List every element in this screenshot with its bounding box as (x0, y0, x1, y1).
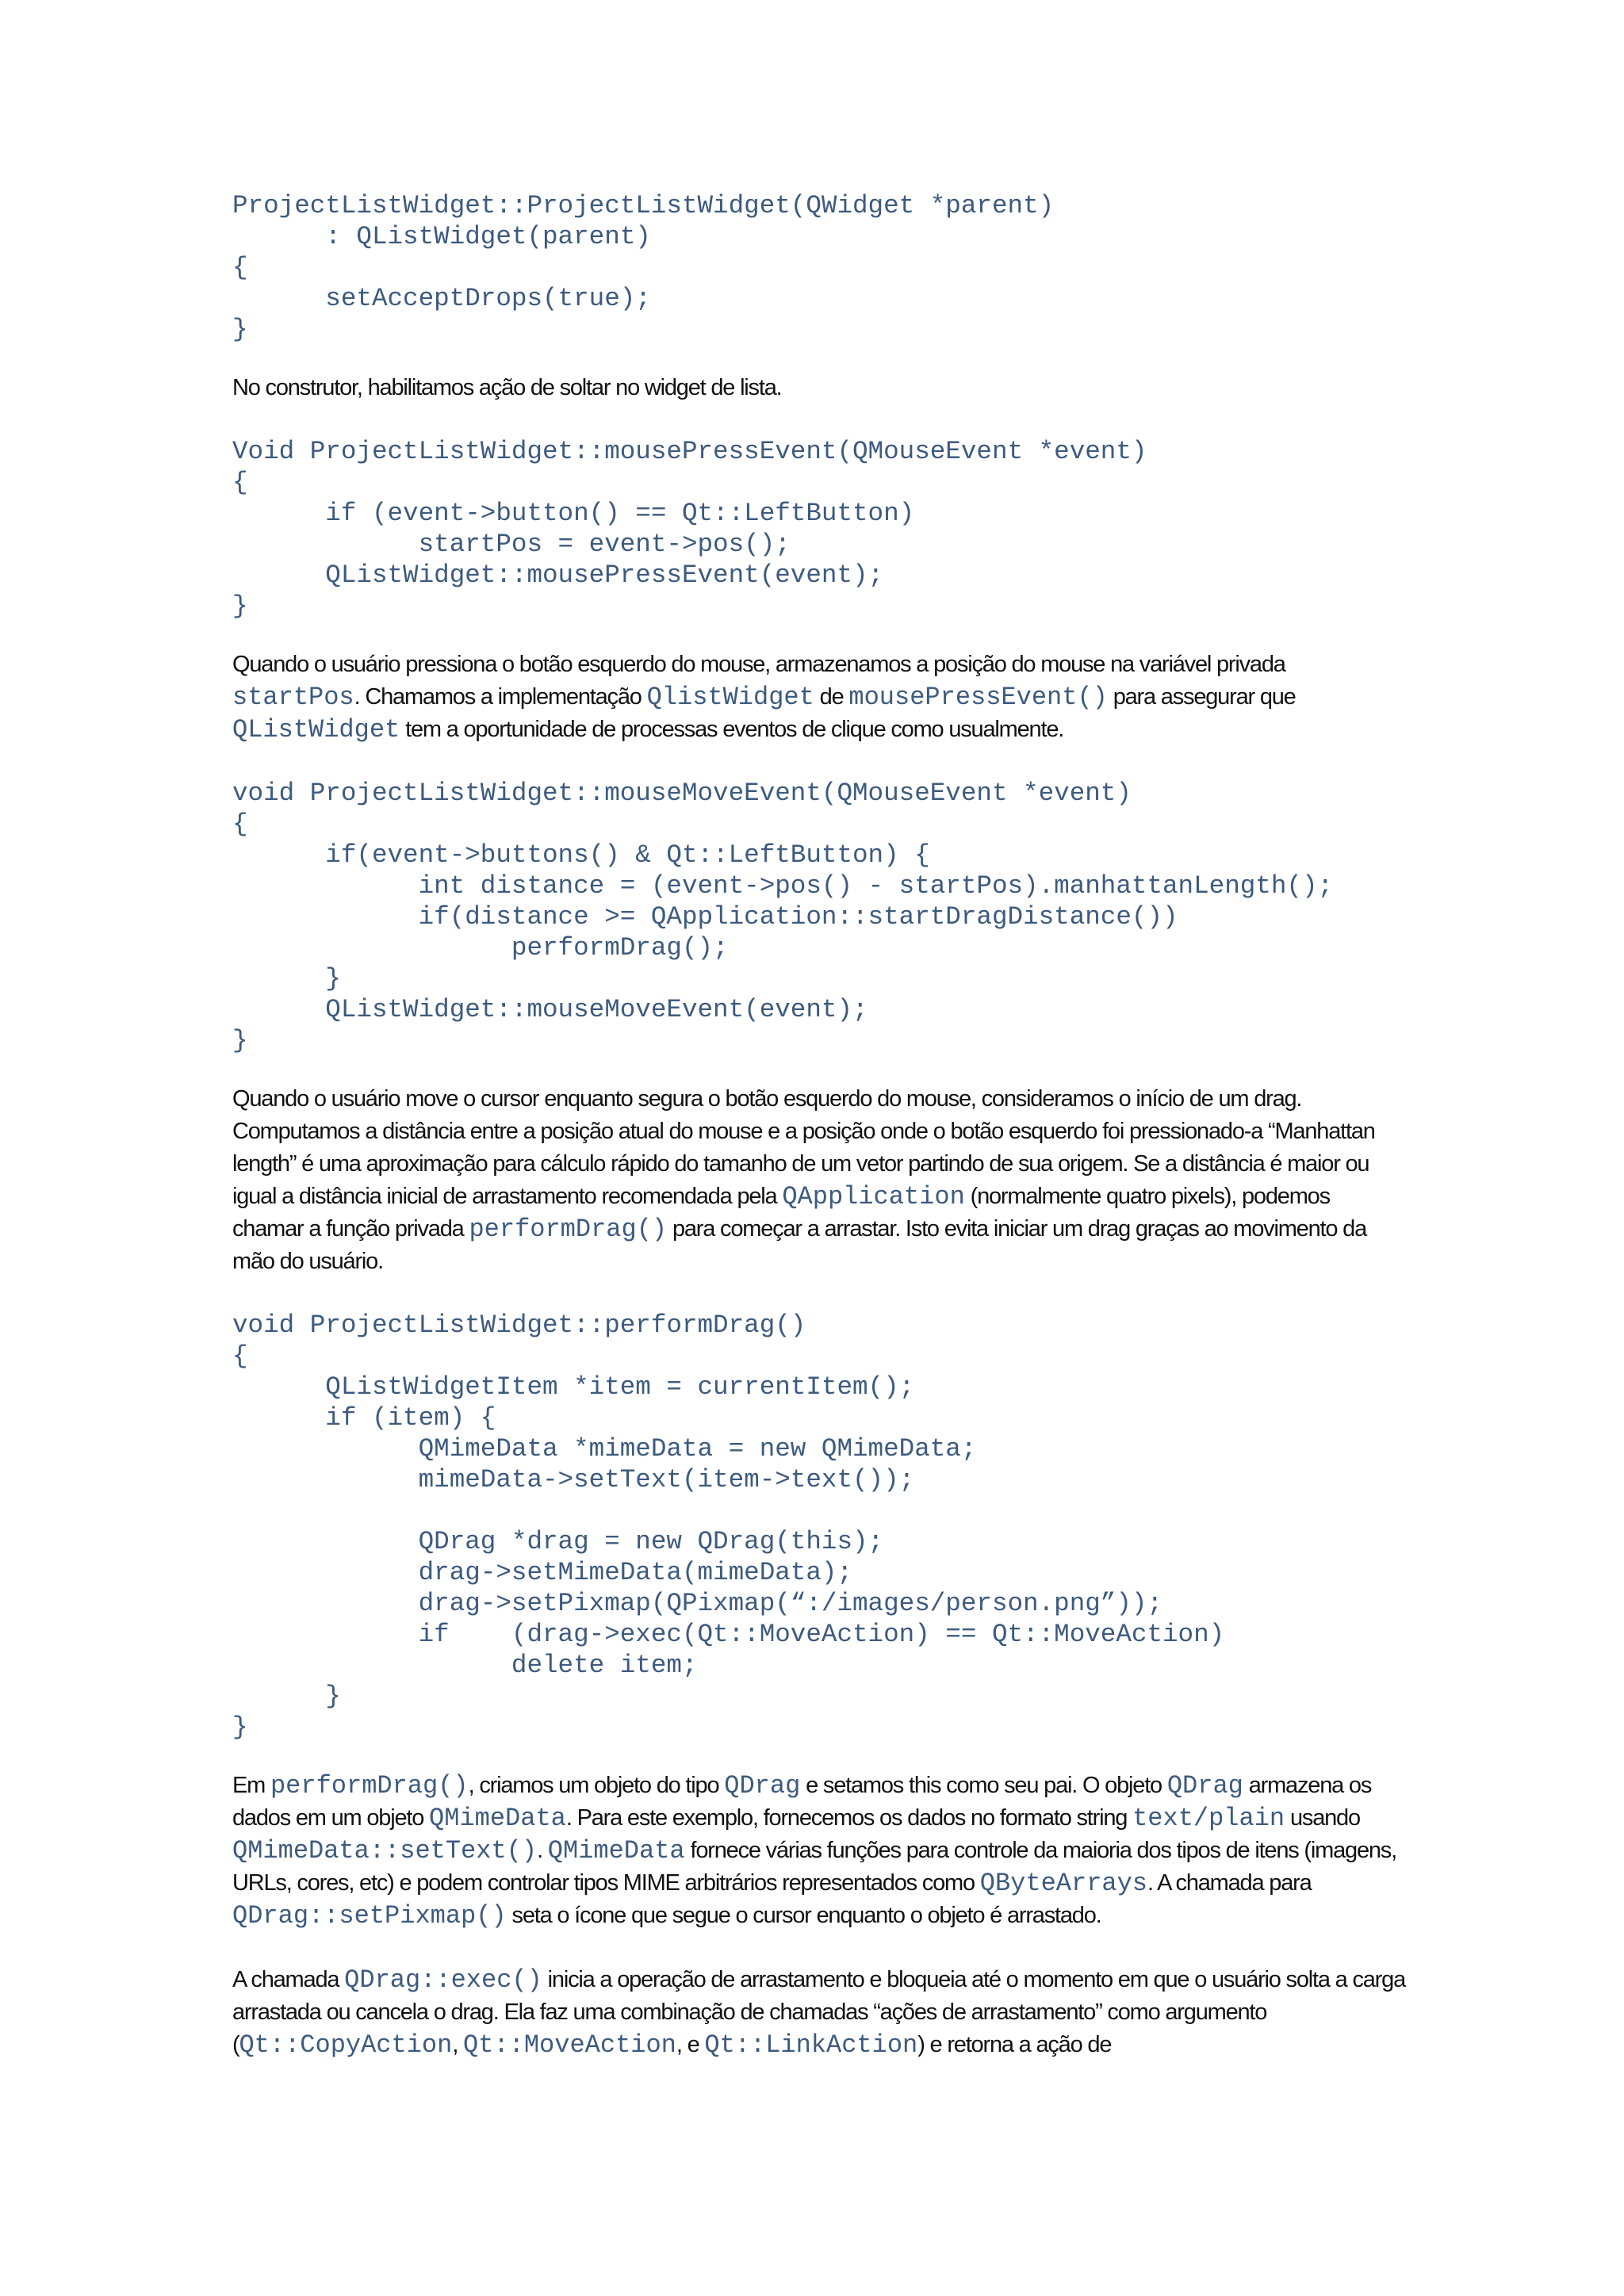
paragraph-text: e setamos this como seu pai. O objeto (800, 1773, 1167, 1798)
code-line: QListWidget::mouseMoveEvent(event); (232, 995, 868, 1024)
code-line: { (232, 468, 248, 497)
paragraph-text: ) e retorna a ação de (917, 2032, 1112, 2057)
code-line: } (232, 591, 248, 621)
code-line: if (drag->exec(Qt::MoveAction) == Qt::MoveAction) (232, 1620, 1225, 1649)
paragraph-text: , criamos um objeto do tipo (468, 1773, 725, 1798)
code-line: int distance = (event->pos() - startPos).manhattanLength(); (232, 871, 1334, 901)
code-line: { (232, 1341, 248, 1371)
code-line: QDrag *drag = new QDrag(this); (232, 1527, 884, 1556)
paragraph-text: inicia a operação de arrastamento e bloqueia até o momento em que o usuário solta a carga arrastada ou cancela o drag. Ela faz uma combinação de chamadas “ações de arrastamento” como argumento ( (232, 1967, 1405, 2057)
inline-code: QMimeData (429, 1804, 566, 1833)
paragraph-text: . (537, 1838, 548, 1863)
paragraph-text: fornece várias funções para controle da maioria dos tipos de itens (imagens, URLs, cores, etc) e podem controlar tipos MIME arbitrários representados como (232, 1838, 1396, 1896)
inline-code: startPos (232, 683, 354, 712)
inline-code: QlistWidget (646, 683, 814, 712)
paragraph-text: . A chamada para (1147, 1870, 1312, 1896)
code-line: } (232, 964, 341, 993)
paragraph-text: , (452, 2032, 464, 2057)
code-line: mimeData->setText(item->text()); (232, 1465, 915, 1494)
paragraph-text: A chamada (232, 1967, 345, 1992)
code-line: Void ProjectListWidget::mousePressEvent(QMouseEvent *event) (232, 437, 1147, 466)
code-line: if(event->buttons() & Qt::LeftButton) { (232, 840, 930, 870)
document-page (232, 190, 1406, 2061)
code-line: delete item; (232, 1651, 698, 1680)
paragraph-text: , e (676, 2032, 705, 2057)
paragraph-text: de (814, 684, 849, 710)
code-line: QListWidgetItem *item = currentItem(); (232, 1372, 915, 1402)
code-line: startPos = event->pos(); (232, 530, 791, 559)
code-line: } (232, 1026, 248, 1055)
code-line: } (232, 1712, 248, 1742)
inline-code: QMimeData::setText() (232, 1836, 538, 1866)
paragraph-drag-exec (232, 1964, 1406, 2061)
inline-code: performDrag() (270, 1771, 469, 1800)
inline-code: QApplication (782, 1182, 965, 1211)
inline-code: Qt::LinkAction (704, 2030, 918, 2060)
paragraph-text: para assegurar que (1107, 684, 1296, 710)
inline-code: text/plain (1132, 1804, 1285, 1833)
inline-code: mousePressEvent() (848, 683, 1108, 712)
paragraph-text: tem a oportunidade de processas eventos de clique como usualmente. (400, 717, 1064, 742)
inline-code: performDrag() (469, 1215, 668, 1244)
paragraph-text: (normalmente quatro pixels), podemos chamar a função privada (232, 1184, 1330, 1242)
code-line: if(distance >= QApplication::startDragDistance()) (232, 902, 1178, 932)
inline-code: Qt::CopyAction (239, 2030, 453, 2060)
code-line: { (232, 809, 248, 839)
paragraph-mouse-press (232, 649, 1406, 746)
code-block-mouse-press-event (232, 436, 1406, 622)
code-block-constructor (232, 190, 1406, 345)
inline-code: Qt::MoveAction (463, 2030, 676, 2060)
code-line: : QListWidget(parent) (232, 222, 651, 251)
code-line: if (event->button() == Qt::LeftButton) (232, 499, 915, 528)
code-line: } (232, 1682, 341, 1711)
paragraph-text: Quando o usuário pressiona o botão esquerdo do mouse, armazenamos a posição do mouse na variável privada (232, 652, 1285, 677)
code-block-mouse-move-event (232, 778, 1406, 1056)
paragraph-perform-drag (232, 1770, 1406, 1932)
code-line: } (232, 315, 248, 344)
code-line: drag->setPixmap(QPixmap(“:/images/person.png”)); (232, 1589, 1163, 1618)
code-line: setAcceptDrops(true); (232, 284, 651, 313)
code-line: if (item) { (232, 1403, 496, 1433)
inline-code: QDrag::exec() (344, 1965, 542, 1995)
inline-code: QListWidget (232, 715, 400, 744)
code-line: performDrag(); (232, 933, 729, 962)
code-line: QMimeData *mimeData = new QMimeData; (232, 1434, 977, 1464)
inline-code: QByteArrays (979, 1869, 1147, 1898)
paragraph-text: Quando o usuário move o cursor enquanto segura o botão esquerdo do mouse, consideramos o início de um drag. Computamos a distância entre a posição atual do mouse e a posição onde o botão esquerdo foi pressionado-a “Manhattan length” é uma aproximação para cálculo rápido do tamanho de um vetor partindo de sua origem. Se a distância é maior ou igual a distância inicial de arrastamento recomendada pela (232, 1086, 1375, 1209)
inline-code: QDrag::setPixmap() (232, 1901, 507, 1931)
paragraph-text: . Chamamos a implementação (354, 684, 647, 710)
paragraph-text: No construtor, habilitamos ação de soltar no widget de lista. (232, 375, 782, 400)
inline-code: QDrag (1166, 1771, 1243, 1800)
paragraph-text: seta o ícone que segue o cursor enquanto o objeto é arrastado. (506, 1903, 1101, 1928)
code-line: drag->setMimeData(mimeData); (232, 1558, 853, 1587)
paragraph-text: . Para este exemplo, fornecemos os dados no formato string (565, 1805, 1133, 1831)
code-line: void ProjectListWidget::performDrag() (232, 1311, 806, 1340)
inline-code: QMimeData (547, 1836, 685, 1866)
code-block-perform-drag (232, 1310, 1406, 1743)
code-line: QListWidget::mousePressEvent(event); (232, 561, 884, 590)
inline-code: QDrag (724, 1771, 801, 1800)
paragraph-constructor (232, 372, 1406, 404)
code-line: ProjectListWidget::ProjectListWidget(QWidget *parent) (232, 191, 1055, 220)
paragraph-text: usando (1285, 1805, 1360, 1831)
code-line: { (232, 253, 248, 282)
paragraph-text: para começar a arrastar. Isto evita iniciar um drag graças ao movimento da mão do usuário. (232, 1216, 1367, 1274)
code-line (232, 1495, 1406, 1526)
code-line: void ProjectListWidget::mouseMoveEvent(QMouseEvent *event) (232, 779, 1132, 808)
paragraph-mouse-move (232, 1083, 1406, 1278)
paragraph-text: Em (232, 1773, 270, 1798)
paragraph-text: armazena os dados em um objeto (232, 1773, 1372, 1831)
